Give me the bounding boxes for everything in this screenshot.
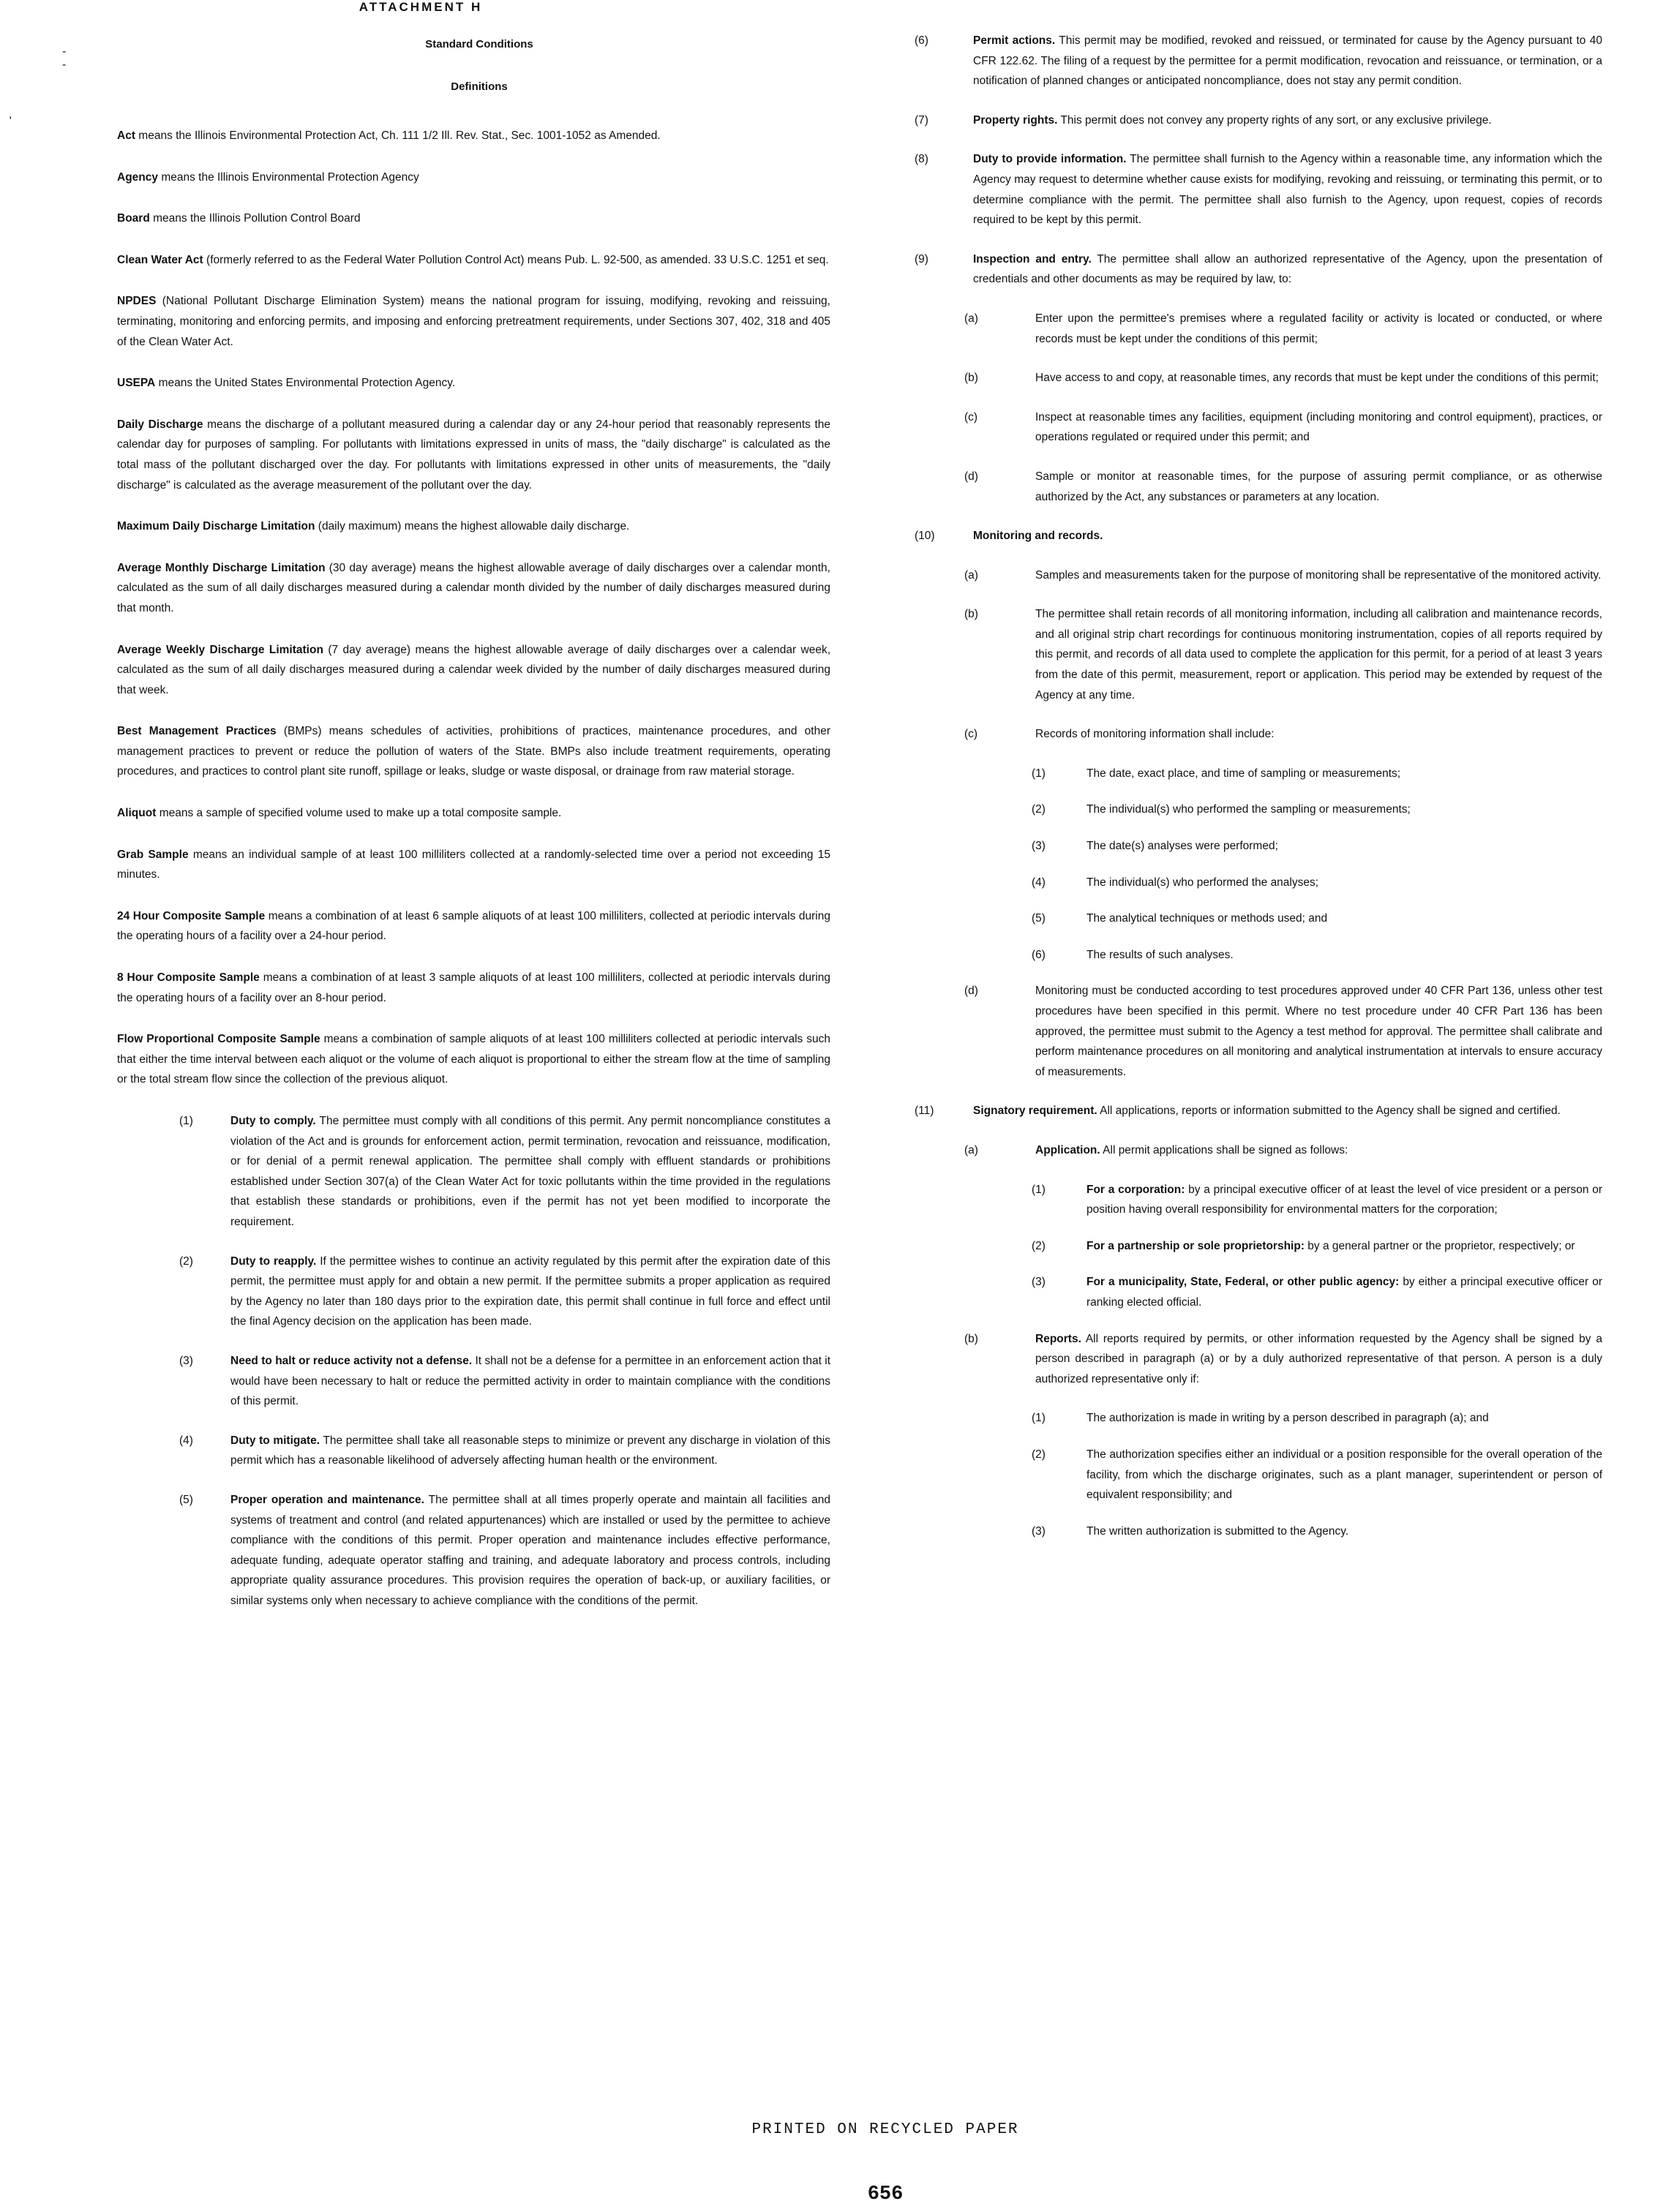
page-number: 656 — [867, 2183, 904, 2205]
sub-item — [915, 368, 1602, 388]
definition — [117, 291, 830, 352]
condition-number: (4) — [179, 1434, 193, 1447]
definition-text: means the Illinois Environmental Protection Act, Ch. 111 1/2 Ill. Rev. Stat., Sec. 1001-1052 as Amended. — [138, 129, 661, 142]
definition-term: Agency — [117, 170, 158, 184]
list-item-text: The results of such analyses. — [1086, 948, 1234, 961]
definition-term: Board — [117, 212, 150, 225]
sub-item-text: The permittee shall retain records of all monitoring information, including all calibration and maintenance records, and all original strip chart recordings for continuous monitoring instrumentation, copies of all reports required by this permit, and records of all data used to complete the application for this permit, for a period of at least 3 years from the date of this permit, measurement, report or application. This period may be extended by request of the Agency at any time. — [1035, 608, 1602, 701]
list-item-number: (3) — [1032, 840, 1046, 853]
definition-term: Act — [117, 129, 135, 142]
condition-number: (3) — [179, 1354, 193, 1367]
condition-title: Permit actions. — [973, 34, 1056, 47]
list-item-number: (3) — [1032, 1276, 1046, 1289]
condition-item — [117, 1111, 830, 1233]
definition — [117, 373, 830, 394]
definition — [117, 558, 830, 619]
scan-mark: - — [62, 59, 67, 71]
definition-term: Flow Proportional Composite Sample — [117, 1033, 320, 1046]
condition-title: Need to halt or reduce activity not a defense. — [230, 1354, 473, 1367]
sub-item-text: Monitoring must be conducted according to test procedures approved under 40 CFR Part 136, unless other test procedures have been specified in this permit. Where no test procedure under 40 CFR Part 136 has been approved, the permittee must submit to the Agency a test method for approval. The permittee shall calibrate and perform maintenance procedures on all monitoring and analytical instrumentation at intervals to ensure accuracy of measurements. — [1035, 985, 1602, 1078]
definition-term: 24 Hour Composite Sample — [117, 909, 266, 922]
condition-number: (6) — [915, 34, 928, 47]
condition-item — [117, 1351, 830, 1412]
definition-term: 8 Hour Composite Sample — [117, 971, 260, 985]
definition — [117, 208, 830, 229]
condition-number: (9) — [915, 252, 928, 266]
list-item-number: (1) — [1032, 1412, 1046, 1425]
definition-text: means a combination of sample aliquots of at least 100 milliliters collected at periodic intervals such that either the time interval between each aliquot or the volume of each aliquot is proportional to either the stream flow at the time of sampling or the total stream flow since the collection of the previous aliquot. — [117, 1033, 830, 1086]
sub-item — [915, 724, 1602, 745]
list-item-number: (2) — [1032, 1239, 1046, 1252]
sub-item — [915, 467, 1602, 507]
sub-item-number: (d) — [964, 985, 978, 998]
condition-title: Inspection and entry. — [973, 252, 1092, 266]
list-item — [915, 1272, 1602, 1312]
sub-item-text: Have access to and copy, at reasonable times, any records that must be kept under the conditions of this permit; — [1035, 372, 1599, 385]
definition-term: NPDES — [117, 295, 157, 308]
definition-text: (daily maximum) means the highest allowable daily discharge. — [318, 520, 630, 533]
section-heading: Definitions — [451, 80, 508, 93]
condition-title: Duty to reapply. — [230, 1254, 317, 1268]
definition-text: means a combination of at least 3 sample aliquots of at least 100 milliliters, collected at periodic intervals during the operating hours of a facility over an 8-hour period. — [117, 971, 831, 1004]
list-item-text: by a general partner or the proprietor, respectively; or — [1307, 1239, 1575, 1252]
sub-item-number: (a) — [964, 312, 978, 325]
list-item-number: (3) — [1032, 1524, 1046, 1538]
condition-item — [915, 526, 1602, 546]
list-item-number: (2) — [1032, 1448, 1046, 1461]
sub-item-text: Inspect at reasonable times any facilities, equipment (including monitoring and control equipment), practices, or operations regulated or required under this permit; and — [1035, 410, 1602, 444]
definition-term: Maximum Daily Discharge Limitation — [117, 520, 315, 533]
sub-item-title: Reports. — [1035, 1332, 1081, 1345]
condition-number: (5) — [179, 1493, 193, 1506]
definition-text: means the discharge of a pollutant measured during a calendar day or any 24-hour period that reasonably represents the calendar day for purposes of sampling. For pollutants with limitations expressed in units of mass, the "daily discharge" is calculated as the total mass of the pollutant discharged over the day. For pollutants with limitations expressed in other units of measurements, the "daily discharge" is calculated as the average measurement of the pollutant over the day. — [117, 418, 831, 492]
sub-item-number: (a) — [964, 568, 978, 582]
list-item-text: by a principal executive officer of at least the level of vice president or a person or position having overall responsibility for environmental matters for the corporation; — [1086, 1183, 1602, 1216]
condition-text: The permittee must comply with all conditions of this permit. Any permit noncompliance constitutes a violation of the Act and is grounds for enforcement action, permit termination, revocation and reissuance, modification, or for denial of a permit renewal application. The permittee shall comply with effluent standards or prohibitions established under Section 307(a) of the Clean Water Act for toxic pollutants within the time provided in the regulations that establish these standards or prohibitions, even if the permit has not yet been modified to incorporate the requirement. — [230, 1115, 831, 1228]
list-item — [915, 1236, 1602, 1257]
list-item-title: For a municipality, State, Federal, or other public agency: — [1086, 1276, 1400, 1289]
list-item — [915, 908, 1602, 929]
list-item — [915, 800, 1602, 820]
condition-number: (10) — [915, 530, 935, 543]
list-item-number: (1) — [1032, 1183, 1046, 1196]
list-item-title: For a corporation: — [1086, 1183, 1185, 1196]
list-item — [915, 764, 1602, 784]
sub-item-text: All reports required by permits, or other information requested by the Agency shall be signed by a person described in paragraph (a) or by a duly authorized representative of that person. A person is a duly authorized representative only if: — [1035, 1332, 1602, 1385]
list-item-text: The authorization specifies either an individual or a position responsible for the overall operation of the facility, from which the discharge originates, such as a plant manager, superintendent or person of equivalent responsibility; and — [1086, 1448, 1602, 1502]
list-item-text: The written authorization is submitted to the Agency. — [1086, 1524, 1349, 1538]
condition-text: The permittee shall take all reasonable steps to minimize or prevent any discharge in violation of this permit which has a reasonable likelihood of adversely affecting human health or the environment. — [230, 1434, 831, 1467]
condition-text: It shall not be a defense for a permittee in an enforcement action that it would have been necessary to halt or reduce the permitted activity in order to maintain compliance with the conditions of this permit. — [230, 1354, 830, 1408]
list-item-text: The authorization is made in writing by a person described in paragraph (a); and — [1086, 1412, 1489, 1425]
sub-item-title: Application. — [1035, 1143, 1100, 1156]
sub-item-text: Samples and measurements taken for the purpose of monitoring shall be representative of the monitored activity. — [1035, 568, 1602, 582]
definition-term: USEPA — [117, 377, 156, 390]
list-item — [915, 1445, 1602, 1505]
condition-title: Duty to provide information. — [973, 153, 1127, 166]
list-item-number: (1) — [1032, 767, 1046, 780]
sub-item — [915, 1140, 1602, 1161]
definition — [117, 516, 830, 537]
definition-term: Average Monthly Discharge Limitation — [117, 561, 326, 574]
condition-title: Property rights. — [973, 113, 1058, 127]
condition-title: Proper operation and maintenance. — [230, 1493, 424, 1506]
page-title: Standard Conditions — [425, 38, 533, 50]
sub-item — [915, 309, 1602, 349]
definition-text: means a sample of specified volume used to make up a total composite sample. — [159, 807, 562, 820]
condition-text: The permittee shall allow an authorized representative of the Agency, upon the presentation of credentials and other documents as may be required by law, to: — [973, 252, 1603, 286]
definition — [117, 1029, 830, 1090]
definition-term: Best Management Practices — [117, 725, 277, 738]
definition-text: means the United States Environmental Protection Agency. — [158, 377, 456, 390]
sub-item-number: (c) — [964, 728, 978, 741]
sub-item-number: (c) — [964, 410, 978, 424]
list-item-title: For a partnership or sole proprietorship: — [1086, 1239, 1305, 1252]
sub-item-number: (b) — [964, 608, 978, 621]
sub-item — [915, 407, 1602, 448]
list-item-number: (6) — [1032, 948, 1046, 961]
scan-mark: - — [62, 45, 67, 58]
condition-item — [915, 149, 1602, 230]
list-item-number: (5) — [1032, 912, 1046, 925]
definition — [117, 968, 830, 1008]
definition-term: Daily Discharge — [117, 418, 203, 431]
condition-text: The permittee shall furnish to the Agency within a reasonable time, any information which the Agency may request to determine whether cause exists for modifying, revoking and reissuing, or terminating this permit, or to determine compliance with the permit. The permittee shall also furnish to the Agency, upon request, copies of records required to be kept by this permit. — [973, 153, 1602, 227]
sub-item-number: (a) — [964, 1143, 978, 1156]
definition-text: (30 day average) means the highest allowable average of daily discharges over a calendar month, calculated as the sum of all daily discharges measured during a calendar month divided by the number of daily discharges measured during that month. — [117, 561, 830, 614]
list-item — [915, 1408, 1602, 1429]
sub-item — [915, 604, 1602, 705]
condition-title: Signatory requirement. — [973, 1105, 1097, 1118]
definition — [117, 126, 830, 146]
condition-item — [915, 110, 1602, 131]
condition-text: This permit does not convey any property rights of any sort, or any exclusive privilege. — [1060, 113, 1492, 127]
definition-text: (BMPs) means schedules of activities, prohibitions of practices, maintenance procedures, and other management practices to prevent or reduce the pollution of waters of the State. BMPs also include treatment requirements, operating procedures, and practices to control plant site runoff, spillage or leaks, sludge or waste disposal, or drainage from raw material storage. — [117, 725, 831, 778]
list-item — [915, 836, 1602, 857]
printed-on-recycled-paper: PRINTED ON RECYCLED PAPER — [751, 2121, 1019, 2138]
definition — [117, 250, 830, 271]
list-item-number: (2) — [1032, 803, 1046, 816]
list-item-text: The individual(s) who performed the sampling or measurements; — [1086, 803, 1411, 816]
definition-text: (formerly referred to as the Federal Water Pollution Control Act) means Pub. L. 92-500, as amended. 33 U.S.C. 1251 et seq. — [206, 253, 829, 266]
condition-text: All applications, reports or information submitted to the Agency shall be signed and certified. — [1100, 1105, 1561, 1118]
condition-item — [915, 249, 1602, 290]
definition-text: means the Illinois Pollution Control Board — [153, 212, 361, 225]
sub-item-text: Sample or monitor at reasonable times, for the purpose of assuring permit compliance, or as otherwise authorized by the Act, any substances or parameters at any location. — [1035, 470, 1602, 503]
definition — [117, 845, 830, 885]
sub-item-number: (b) — [964, 372, 978, 385]
condition-item — [117, 1490, 830, 1611]
sub-item — [915, 1329, 1602, 1390]
sub-item — [915, 981, 1602, 1082]
list-item-text: The date, exact place, and time of sampling or measurements; — [1086, 767, 1401, 780]
list-item — [915, 873, 1602, 893]
list-item — [915, 1180, 1602, 1220]
condition-text: This permit may be modified, revoked and reissued, or terminated for cause by the Agency pursuant to 40 CFR 122.62. The filing of a request by the permittee for a permit modification, revocation and reissuance, or termination, or a notification of planned changes or anticipated noncompliance, does not stay any permit condition. — [973, 34, 1602, 88]
list-item — [915, 945, 1602, 966]
condition-number: (11) — [915, 1105, 934, 1118]
list-item-text: The individual(s) who performed the analyses; — [1086, 876, 1319, 889]
attachment-label: ATTACHMENT H — [359, 0, 483, 14]
condition-title: Duty to mitigate. — [230, 1434, 320, 1447]
definition-text: means a combination of at least 6 sample aliquots of at least 100 milliliters, collected at periodic intervals during the operating hours of a facility over a 24-hour period. — [117, 909, 830, 943]
sub-item-text: Enter upon the permittee's premises where a regulated facility or activity is located or conducted, or where records must be kept under the conditions of this permit; — [1035, 312, 1602, 345]
definition-term: Aliquot — [117, 807, 157, 820]
definition-term: Average Weekly Discharge Limitation — [117, 643, 323, 656]
definition — [117, 721, 830, 782]
definition — [117, 168, 830, 188]
condition-text: If the permittee wishes to continue an activity regulated by this permit after the expiration date of this permit, the permittee must apply for and obtain a new permit. If the permittee submits a proper application as required by the Agency no later than 180 days prior to the expiration date, this permit shall continue in full force and effect until the final Agency decision on the application has been made. — [230, 1254, 830, 1328]
list-item-number: (4) — [1032, 876, 1046, 889]
condition-item — [117, 1252, 830, 1332]
list-item — [915, 1521, 1602, 1542]
condition-text: The permittee shall at all times properly operate and maintain all facilities and systems of treatment and control (and related appurtenances) which are installed or used by the permittee to achieve compliance with the conditions of this permit. Proper operation and maintenance includes effective performance, adequate funding, adequate operator staffing and training, and adequate laboratory and process controls, including appropriate quality assurance procedures. This provision requires the operation of back-up, or auxiliary facilities, or similar systems only when necessary to achieve compliance with the conditions of the permit. — [230, 1493, 830, 1607]
sub-item-text: All permit applications shall be signed as follows: — [1103, 1143, 1348, 1156]
definition — [117, 803, 830, 824]
right-column — [915, 31, 1602, 1557]
condition-number: (1) — [179, 1115, 193, 1127]
list-item-text: by either a principal executive officer or ranking elected official. — [1086, 1276, 1602, 1309]
definition — [117, 640, 830, 701]
condition-title: Monitoring and records. — [973, 530, 1103, 543]
condition-title: Duty to comply. — [230, 1115, 316, 1127]
definition-text: (National Pollutant Discharge Elimination System) means the national program for issuing, modifying, revoking and reissuing, terminating, monitoring and enforcing permits, and imposing and enforcing pretreatment requirements, under Sections 307, 402, 318 and 405 of the Clean Water Act. — [117, 295, 830, 348]
list-item-text: The analytical techniques or methods used; and — [1086, 912, 1328, 925]
sub-item-number: (b) — [964, 1332, 978, 1345]
condition-item — [117, 1431, 830, 1471]
definition-text: means the Illinois Environmental Protection Agency — [161, 170, 419, 184]
scan-mark: , — [9, 108, 12, 121]
definition — [117, 415, 830, 495]
left-column — [117, 126, 830, 1630]
sub-item-number: (d) — [964, 470, 978, 483]
definition-term: Clean Water Act — [117, 253, 203, 266]
sub-item-text: Records of monitoring information shall include: — [1035, 728, 1275, 741]
definition-term: Grab Sample — [117, 848, 189, 861]
condition-item — [915, 1101, 1602, 1121]
condition-number: (7) — [915, 113, 928, 127]
definition — [117, 906, 830, 947]
sub-item — [915, 565, 1602, 586]
definition-text: (7 day average) means the highest allowable average of daily discharges over a calendar week, calculated as the sum of all daily discharges measured during a calendar week divided by the number of daily discharges measured during that week. — [117, 643, 831, 696]
condition-number: (8) — [915, 153, 928, 166]
condition-number: (2) — [179, 1254, 193, 1268]
condition-item — [915, 31, 1602, 91]
definition-text: means an individual sample of at least 100 milliliters collected at a randomly-selected time over a period not exceeding 15 minutes. — [117, 848, 830, 881]
list-item-text: The date(s) analyses were performed; — [1086, 840, 1278, 853]
